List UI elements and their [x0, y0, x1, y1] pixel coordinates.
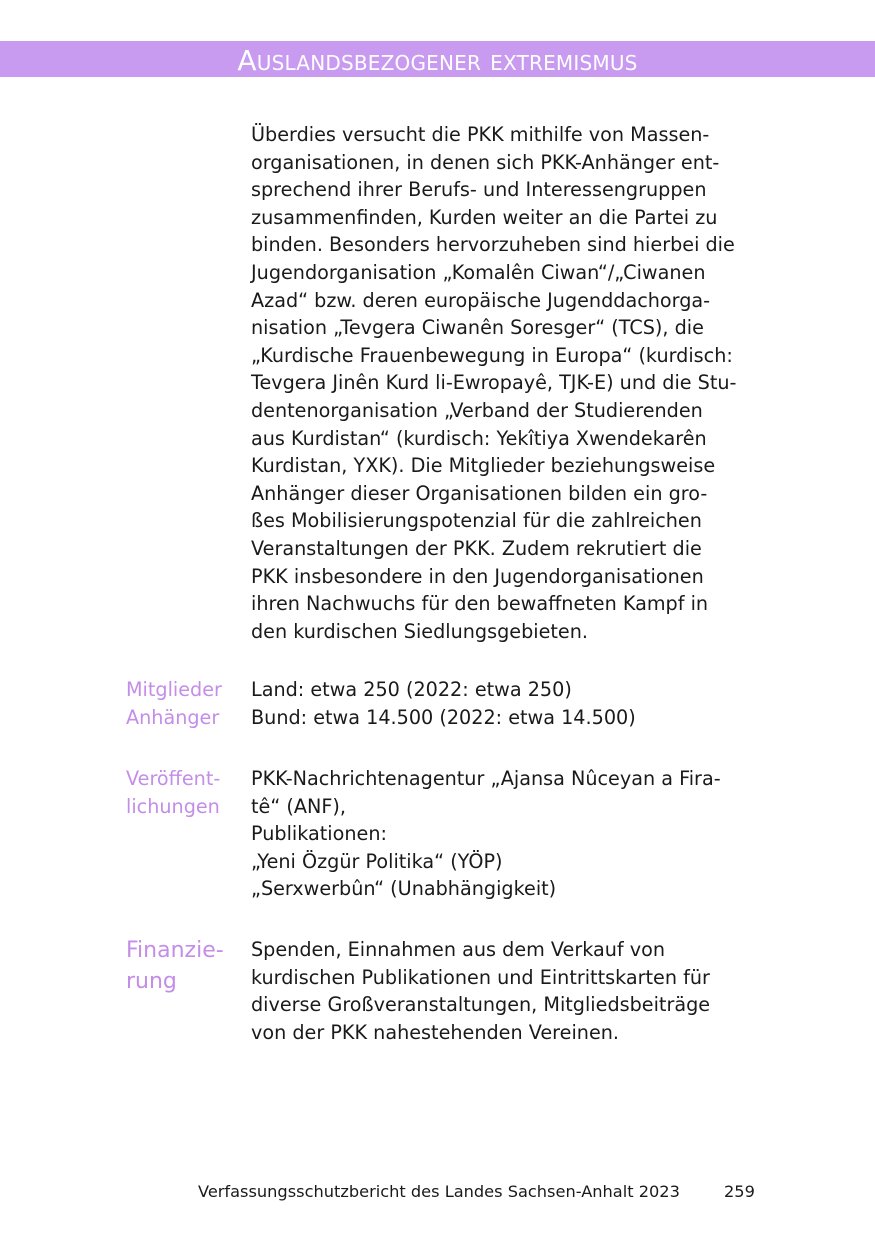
paragraph-line: binden. Besonders hervorzuheben sind hierbei die — [251, 233, 735, 257]
members-label — [126, 676, 222, 731]
paragraph-line: organisationen, in denen sich PKK-Anhänger ent- — [251, 150, 720, 174]
publication-line: „Yeni Özgür Politika“ (YÖP) — [251, 849, 503, 873]
financing-label-line: Finanzie- — [126, 938, 224, 963]
paragraph-line: nisation „Tevgera Ciwanên Soresger“ (TCS), die — [251, 316, 704, 340]
financing-line: diverse Großveranstaltungen, Mitgliedsbeiträge — [251, 993, 711, 1017]
financing-line: kurdischen Publikationen und Eintrittskarten für — [251, 965, 710, 989]
paragraph-line: Überdies versucht die PKK mithilfe von Massen- — [251, 123, 710, 146]
paragraph-line: PKK insbesondere in den Jugendorganisationen — [251, 564, 704, 588]
financing-text — [251, 936, 710, 1046]
members-values — [251, 676, 636, 731]
financing-line: von der PKK nahestehenden Vereinen. — [251, 1020, 620, 1044]
paragraph-line: „Kurdische Frauenbewegung in Europa“ (kurdisch: — [251, 343, 733, 367]
publication-line: PKK-Nachrichtenagentur „Ajansa Nûceyan a Fira- — [251, 767, 721, 790]
paragraph-line: Kurdistan, YXK). Die Mitglieder beziehungsweise — [251, 454, 716, 478]
paragraph-line: Veranstaltungen der PKK. Zudem rekrutiert die — [251, 536, 702, 560]
supporters-label-line: Anhänger — [126, 705, 220, 729]
section-title: Auslandsbezogener extremismus — [237, 44, 638, 77]
members-label-line: Mitglieder — [126, 678, 222, 701]
intro-paragraph — [251, 121, 736, 645]
publications-label-line: lichungen — [126, 794, 220, 818]
publications-label — [126, 765, 220, 820]
members-bund: Bund: etwa 14.500 (2022: etwa 14.500) — [251, 705, 636, 729]
section-header — [0, 41, 875, 77]
publication-line: tê“ (ANF), — [251, 794, 346, 818]
paragraph-line: aus Kurdistan“ (kurdisch: Yekîtiya Xwendekarên — [251, 426, 707, 450]
footer-title: Verfassungsschutzbericht des Landes Sachsen-Anhalt 2023 — [198, 1182, 680, 1201]
paragraph-line: sprechend ihrer Berufs- und Interessengruppen — [251, 178, 707, 202]
paragraph-line: den kurdischen Siedlungsgebieten. — [251, 619, 588, 643]
paragraph-line: ihren Nachwuchs für den bewaffneten Kampf in — [251, 592, 709, 616]
page-number: 259 — [724, 1182, 755, 1201]
financing-label — [126, 935, 224, 997]
paragraph-line: zusammenfinden, Kurden weiter an die Partei zu — [251, 205, 718, 229]
paragraph-line: ßes Mobilisierungspotenzial für die zahlreichen — [251, 509, 702, 533]
publications-label-line: Veröffent- — [126, 767, 221, 790]
paragraph-line: Jugendorganisation „Komalên Ciwan“/„Ciwanen — [251, 260, 706, 284]
paragraph-line: dentenorganisation „Verband der Studierenden — [251, 398, 703, 422]
paragraph-line: Tevgera Jinên Kurd li-Ewropayê, TJK-E) und die Stu- — [251, 371, 737, 395]
publication-line: Publikationen: — [251, 822, 387, 846]
financing-line: Spenden, Einnahmen aus dem Verkauf von — [251, 938, 666, 961]
members-land: Land: etwa 250 (2022: etwa 250) — [251, 678, 572, 701]
publications-list — [251, 765, 721, 903]
paragraph-line: Azad“ bzw. deren europäische Jugenddachorga- — [251, 288, 711, 312]
financing-label-line: rung — [126, 969, 177, 994]
publication-line: „Serxwerbûn“ (Unabhängigkeit) — [251, 877, 557, 901]
paragraph-line: Anhänger dieser Organisationen bilden ein gro- — [251, 481, 708, 505]
